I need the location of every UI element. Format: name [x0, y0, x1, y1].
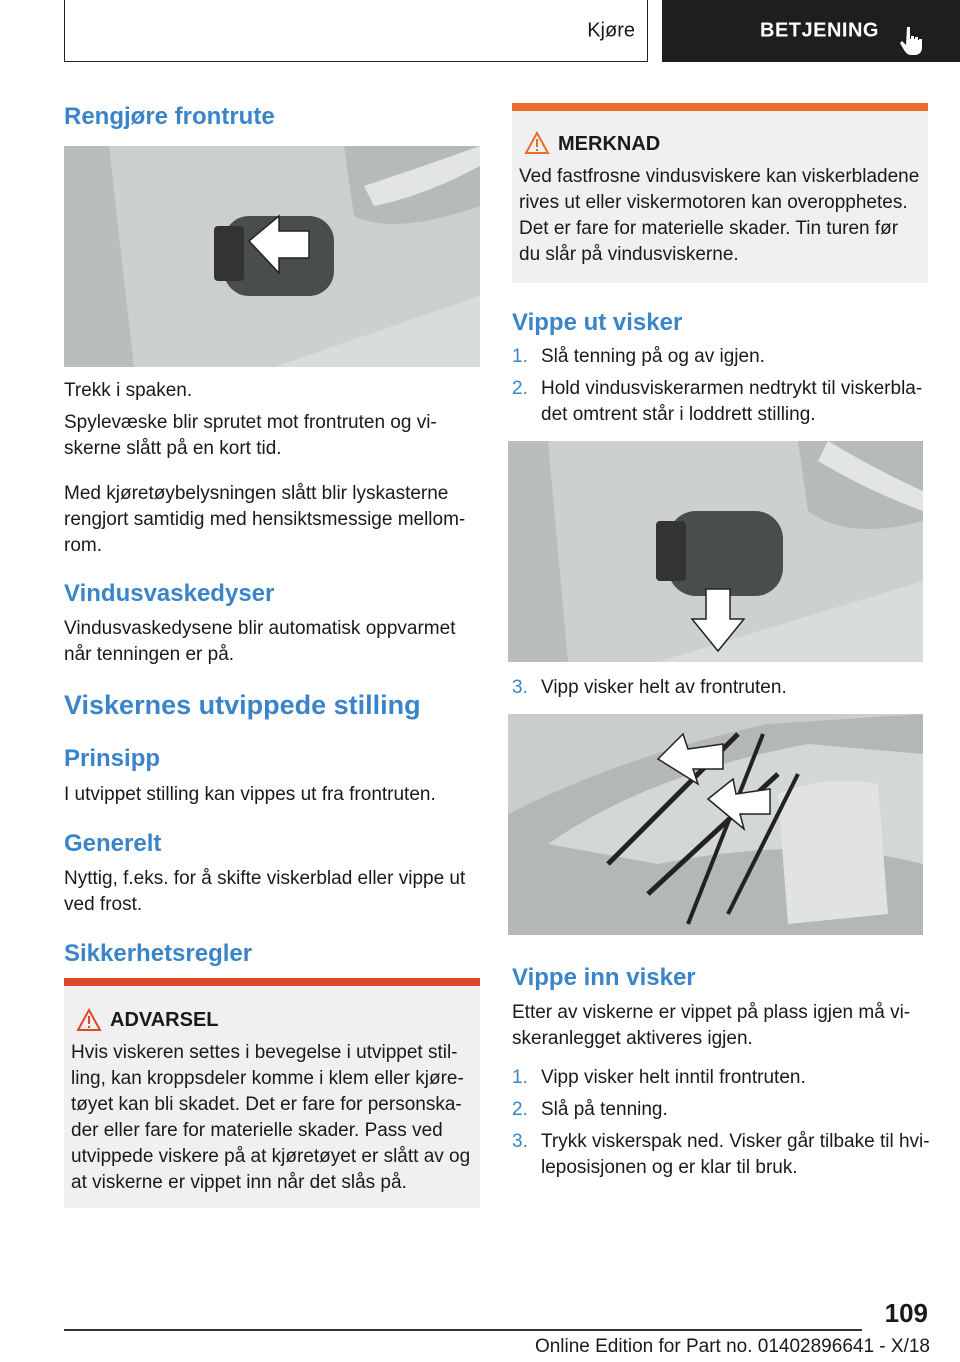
text-lys-1: Med kjøretøybelysningen slått blir lyskasterne	[64, 483, 449, 504]
text-spyle-2: skerne slått på en kort tid.	[64, 438, 282, 459]
notice-box	[512, 103, 928, 283]
text-trekk: Trekk i spaken.	[64, 380, 193, 401]
text-generelt-1: Nyttig, f.eks. for å skifte viskerblad eller vippe ut	[64, 868, 466, 889]
warning-line-5: utvippede viskere på at kjøretøyet er slått av og	[71, 1146, 471, 1167]
step-number: 2.	[512, 1099, 528, 1120]
notice-line-3: Det er fare for materielle skader. Tin turen før	[519, 218, 899, 239]
header-chapter: Kjøre	[587, 19, 635, 42]
step-text-cont: det omtrent står i loddrett stilling.	[541, 404, 816, 425]
step-text: Slå tenning på og av igjen.	[541, 346, 765, 367]
step-inn-2	[512, 1097, 932, 1123]
heading-vippe-inn-visker: Vippe inn visker	[512, 964, 696, 991]
footer-divider	[64, 1329, 862, 1331]
header-section-tab	[662, 0, 960, 62]
illustration-wiper-lever-pull	[64, 146, 480, 367]
step-text: Vipp visker helt av frontruten.	[541, 677, 787, 698]
step-ut-2	[512, 376, 932, 428]
step-inn-3	[512, 1129, 932, 1181]
warning-box	[64, 978, 480, 1208]
heading-viskernes-utvippede: Viskernes utvippede stilling	[64, 690, 421, 720]
warning-line-2: ling, kan kroppsdeler komme i klem eller kjøre-	[71, 1068, 464, 1089]
notice-line-2: rives ut eller viskermotoren kan overopphetes.	[519, 192, 908, 213]
warning-line-6: at viskerne er vippet inn når det slås på.	[71, 1172, 407, 1193]
notice-line-4: du slår på vindusviskerne.	[519, 244, 739, 265]
notice-bar	[512, 103, 928, 111]
step-text: Hold vindusviskerarmen nedtrykt til viskerbla-	[541, 378, 923, 399]
step-inn-1	[512, 1065, 932, 1091]
notice-line-1: Ved fastfrosne vindusviskere kan viskerbladene	[519, 166, 920, 187]
hand-pointer-icon	[898, 25, 926, 55]
text-lys-2: rengjort samtidig med hensiktsmessige mellom-	[64, 509, 466, 530]
notice-title: MERKNAD	[558, 133, 661, 155]
text-prinsipp: I utvippet stilling kan vippes ut fra frontruten.	[64, 784, 436, 805]
step-ut-1	[512, 344, 932, 370]
text-spyle-1: Spylevæske blir sprutet mot frontruten og vi-	[64, 412, 437, 433]
step-number: 3.	[512, 1131, 528, 1152]
illustration-wiper-lever-push-down	[508, 441, 923, 662]
warning-line-3: tøyet kan bli skadet. Det er fare for personska-	[71, 1094, 462, 1115]
heading-vindusvaskedyser: Vindusvaskedyser	[64, 580, 275, 607]
step-text: Slå på tenning.	[541, 1099, 668, 1120]
warning-line-1: Hvis viskeren settes i bevegelse i utvippet stil-	[71, 1042, 458, 1063]
step-number: 1.	[512, 346, 528, 367]
notice-triangle-icon	[524, 131, 550, 155]
text-inn-1: Etter av viskerne er vippet på plass igjen må vi-	[512, 1002, 911, 1023]
warning-title: ADVARSEL	[110, 1009, 219, 1031]
warning-line-4: der eller fare for materielle skader. Pass ved	[71, 1120, 443, 1141]
text-lys-3: rom.	[64, 535, 102, 556]
text-vindus-2: når tenningen er på.	[64, 644, 235, 665]
step-ut-3	[512, 675, 932, 701]
step-text-cont: leposisjonen og er klar til bruk.	[541, 1157, 798, 1178]
footer-edition: Online Edition for Part no. 01402896641 - X/18	[534, 1336, 930, 1357]
warning-bar	[64, 978, 480, 986]
heading-prinsipp: Prinsipp	[64, 745, 161, 772]
step-number: 1.	[512, 1067, 528, 1088]
header-chapter-tab	[64, 0, 648, 62]
warning-triangle-icon	[76, 1008, 102, 1032]
step-text: Vipp visker helt inntil frontruten.	[541, 1067, 806, 1088]
heading-generelt: Generelt	[64, 830, 162, 857]
text-vindus-1: Vindusvaskedysene blir automatisk oppvarmet	[64, 618, 456, 639]
step-number: 3.	[512, 677, 528, 698]
step-number: 2.	[512, 378, 528, 399]
step-text: Trykk viskerspak ned. Visker går tilbake til hvi-	[541, 1131, 930, 1152]
illustration-wipers-tilted-out	[508, 714, 923, 935]
text-generelt-2: ved frost.	[64, 894, 143, 915]
header-section: BETJENING	[760, 19, 879, 42]
page-number: 109	[884, 1298, 928, 1328]
heading-vippe-ut-visker: Vippe ut visker	[512, 309, 683, 336]
text-inn-2: skeranlegget aktiveres igjen.	[512, 1028, 753, 1049]
heading-rengjore-frontrute: Rengjøre frontrute	[64, 103, 275, 130]
heading-sikkerhetsregler: Sikkerhetsregler	[64, 940, 253, 967]
